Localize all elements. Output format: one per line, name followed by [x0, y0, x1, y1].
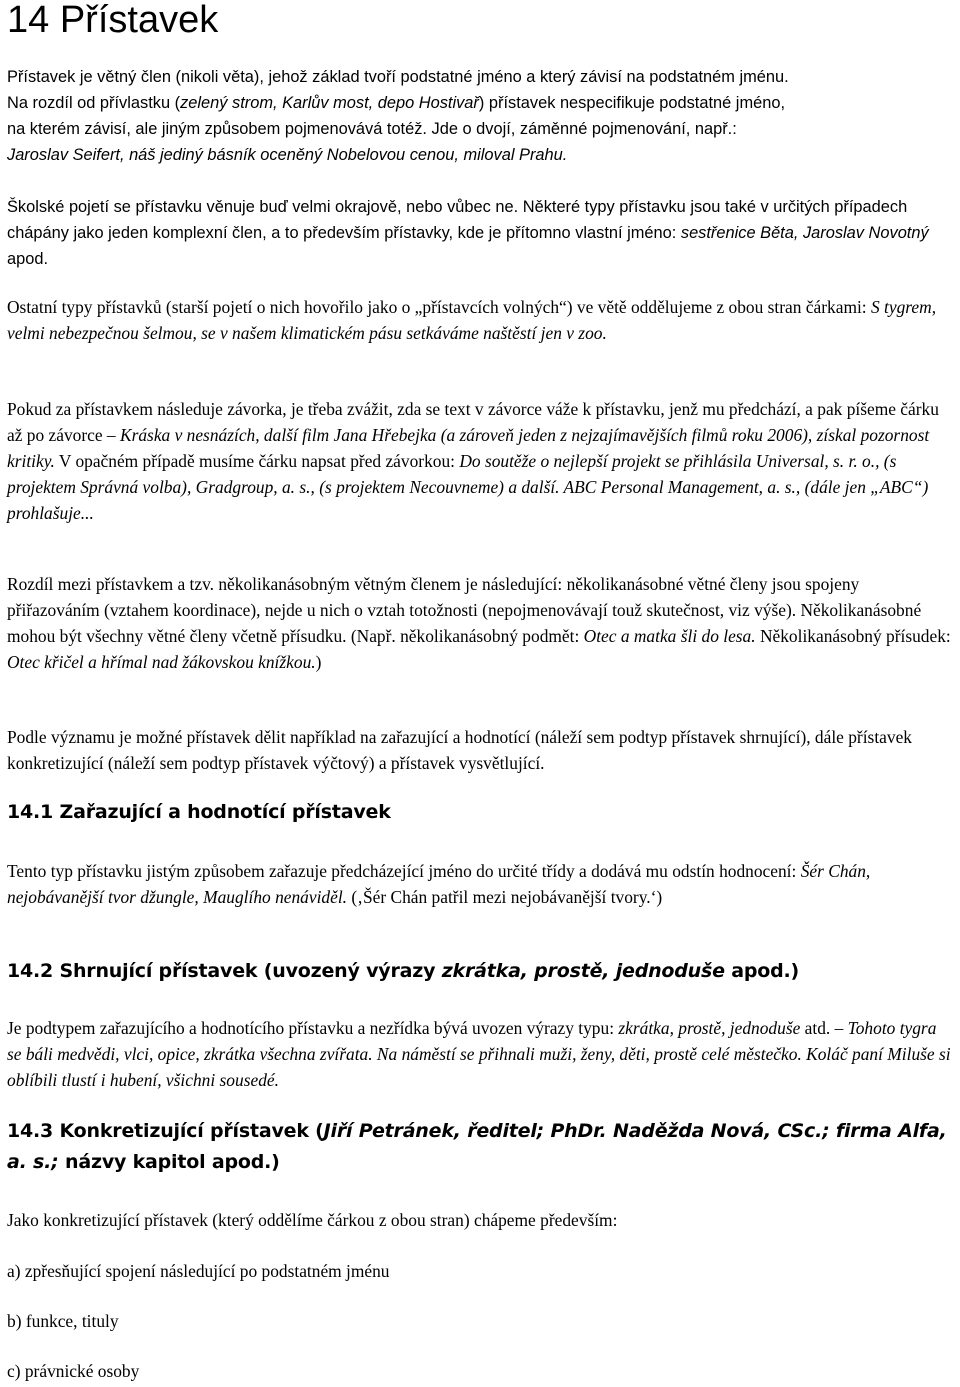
paragraph-difference: Rozdíl mezi přístavkem a tzv. několikanásobným větným členem je následující: několikanásobné větné členy jsou spojeny přiřazováním (vztahem koordinace), nejde u nich o vztah totožnosti (nepojmenovávají touž skutečnost, viz výše). Několikanásobné mohou být všechny větné členy včetně přísudku. (Např. několikanásobný podmět: Otec a matka šli do lesa. Několikanásobný přísudek: Otec křičel a hřímal nad žákovskou knížkou.) — [7, 574, 951, 672]
page-title: 14 Přístavek — [7, 0, 219, 41]
section-heading-14-3: 14.3 Konkretizující přístavek (Jiří Petránek, ředitel; PhDr. Naděžda Nová, CSc.; firma Alfa, a. s.; názvy kapitol apod.) — [7, 1120, 947, 1173]
intro-line-2: Na rozdíl od přívlastku (zelený strom, Karlův most, depo Hostivař) přístavek nespecifikuje podstatné jméno, — [7, 94, 785, 112]
paragraph-section-14-2: Je podtypem zařazujícího a hodnotícího přístavku a nezřídka bývá uvozen výrazy typu: zkrátka, prostě, jednoduše atd. – Tohoto tygra se báli medvědi, vlci, opice, zkrátka všechna zvířata. Na náměstí se přihnali muži, ženy, děti, prostě celé městečko. Koláč paní Miluše si oblíbili tlustí i hubení, všichni sousedé. — [7, 1018, 951, 1090]
intro-line-3: na kterém závisí, ale jiným způsobem pojmenovává totéž. Jde o dvojí, záměnné pojmenování, např.: — [7, 120, 737, 138]
intro-example: Jaroslav Seifert, náš jediný básník oceněný Nobelovou cenou, miloval Prahu. — [7, 146, 568, 164]
paragraph-other-types: Ostatní typy přístavků (starší pojetí o nich hovořilo jako o „přístavcích volných“) ve větě oddělujeme z obou stran čárkami: S tygrem, velmi nebezpečnou šelmou, se v našem klimatickém pásu setkáváme naštěstí jen v zoo. — [7, 297, 937, 343]
paragraph-school: Školské pojetí se přístavku věnuje buď velmi okrajově, nebo vůbec ne. Některé typy přístavku jsou také v určitých případech chápány jako jeden komplexní člen, a to především přístavky, kde je přítomno vlastní jméno: sestřenice Běta, Jaroslav Novotný apod. — [7, 198, 929, 268]
paragraph-section-14-3: Jako konkretizující přístavek (který oddělíme čárkou z obou stran) chápeme především: — [7, 1210, 618, 1230]
list-item: c) právnické osoby — [7, 1361, 140, 1381]
section-heading-14-1: 14.1 Zařazující a hodnotící přístavek — [7, 801, 391, 823]
list-item: b) funkce, tituly — [7, 1311, 119, 1331]
list-item: a) zpřesňující spojení následující po podstatném jménu — [7, 1261, 390, 1281]
paragraph-parentheses: Pokud za přístavkem následuje závorka, je třeba zvážit, zda se text v závorce váže k přístavku, jenž mu předchází, a pak píšeme čárku až po závorce – Kráska v nesnázích, další film Jana Hřebejka (a zároveň jeden z nejzajímavějších filmů roku 2006), získal pozornost kritiky. V opačném případě musíme čárku napsat před závorkou: Do soutěže o nejlepší projekt se přihlásila Universal, s. r. o., (s projektem Správná volba), Gradgroup, a. s., (s projektem Necouvneme) a další. ABC Personal Management, a. s., (dále jen „ABC“) prohlašuje... — [7, 399, 939, 523]
intro-paragraph — [7, 64, 953, 168]
section-heading-14-2: 14.2 Shrnující přístavek (uvozený výrazy zkrátka, prostě, jednoduše apod.) — [7, 960, 799, 982]
paragraph-section-14-1: Tento typ přístavku jistým způsobem zařazuje předcházející jméno do určité třídy a dodává mu odstín hodnocení: Šér Chán, nejobávanější tvor džungle, Mauglího nenáviděl. (‚Šér Chán patřil mezi nejobávanější tvory.‘) — [7, 861, 871, 907]
paragraph-meaning: Podle významu je možné přístavek dělit například na zařazující a hodnotící (náleží sem podtyp přístavek shrnující), dále přístavek konkretizující (náleží sem podtyp přístavek výčtový) a přístavek vysvětlující. — [7, 727, 912, 773]
intro-line-1: Přístavek je větný člen (nikoli věta), jehož základ tvoří podstatné jméno a který závisí na podstatném jménu. — [7, 68, 789, 86]
